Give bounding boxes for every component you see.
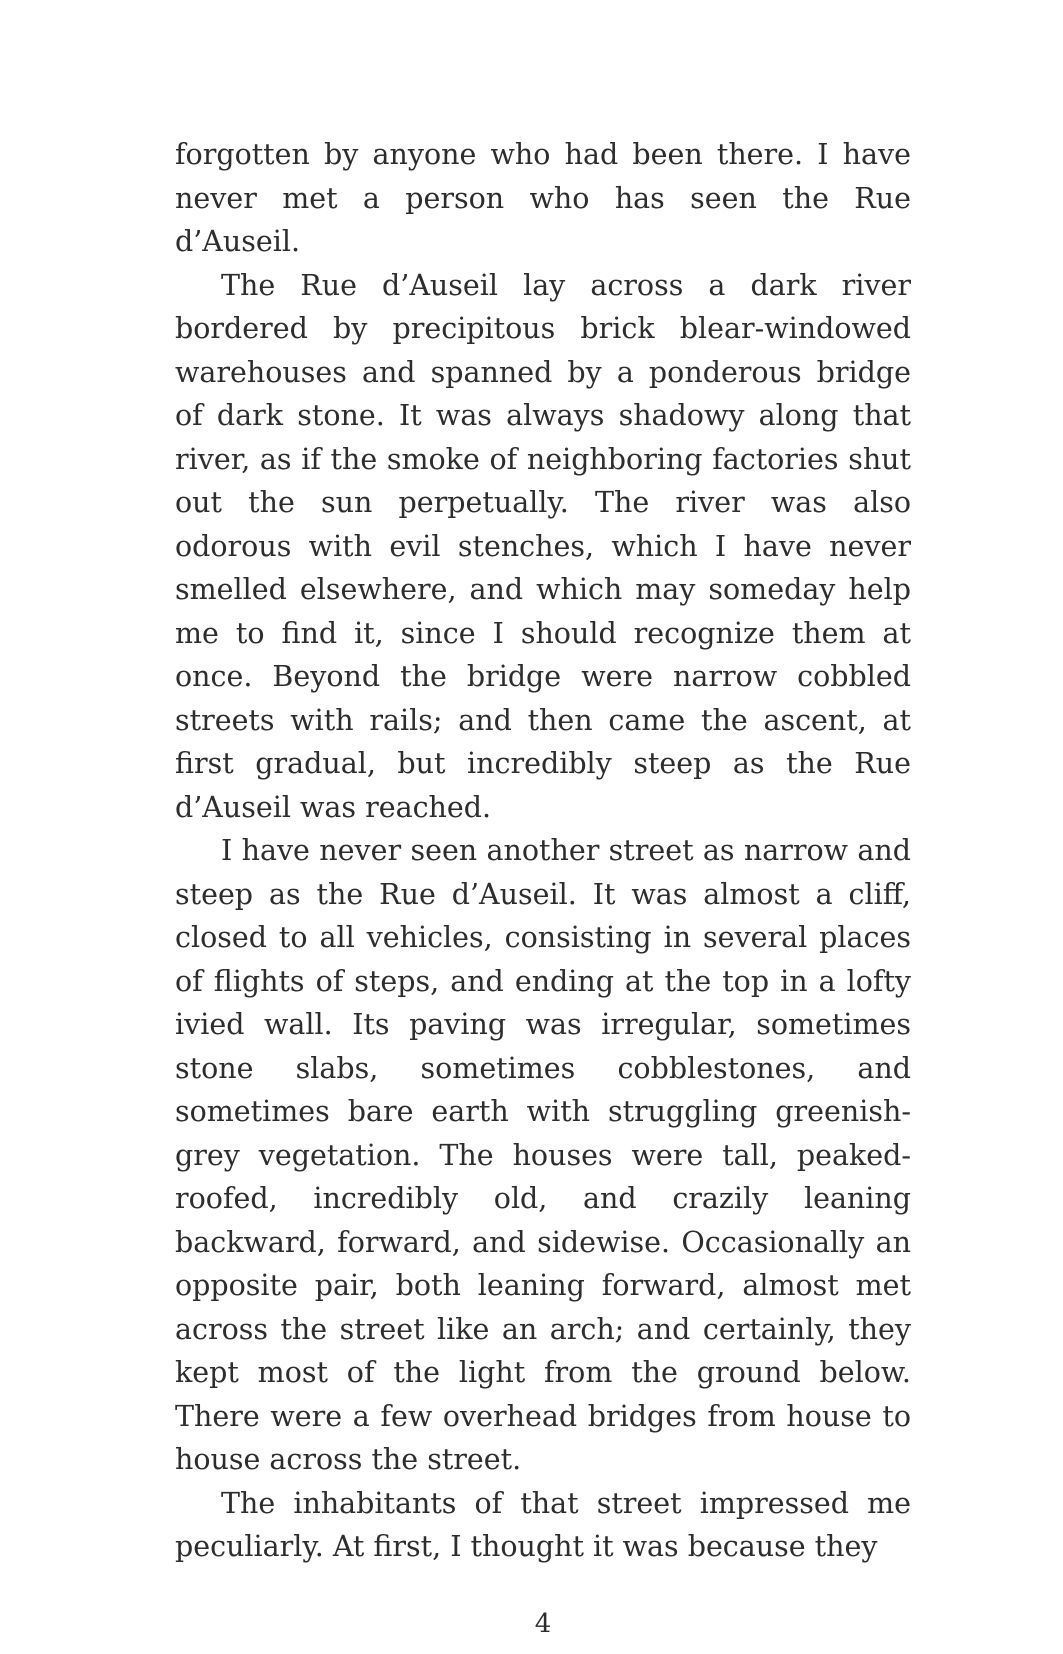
text-content (175, 133, 911, 1569)
paragraph: The Rue d’Auseil lay across a dark river bordered by precipitous brick blear-windowed warehouses and spanned by a ponderous bridge of dark stone. It was always shadowy along that river, as if the smoke of neighboring factories shut out the sun perpetually. The river was also odorous with evil stenches, which I have never smelled elsewhere, and which may someday help me to find it, since I should recognize them at once. Beyond the bridge were narrow cobbled streets with rails; and then came the ascent, at first gradual, but incredibly steep as the Rue d’Auseil was reached. (175, 268, 911, 824)
page-number: 4 (534, 1608, 552, 1639)
paragraph: The inhabitants of that street impressed me peculiarly. At first, I thought it was because they (175, 1486, 911, 1563)
paragraph: I have never seen another street as narrow and steep as the Rue d’Auseil. It was almost a cliff, closed to all vehicles, consisting in several places of flights of steps, and ending at the top in a lofty ivied wall. Its paving was irregular, sometimes stone slabs, sometimes cobblestones, and sometimes bare earth with struggling greenish-grey vegetation. The houses were tall, peaked-roofed, incredibly old, and crazily leaning backward, forward, and sidewise. Occasionally an opposite pair, both leaning forward, almost met across the street like an arch; and certainly, they kept most of the light from the ground below. There were a few overhead bridges from house to house across the street. (175, 834, 911, 1476)
paragraph: forgotten by anyone who had been there. I have never met a person who has seen the Rue d’Auseil. (175, 138, 911, 258)
